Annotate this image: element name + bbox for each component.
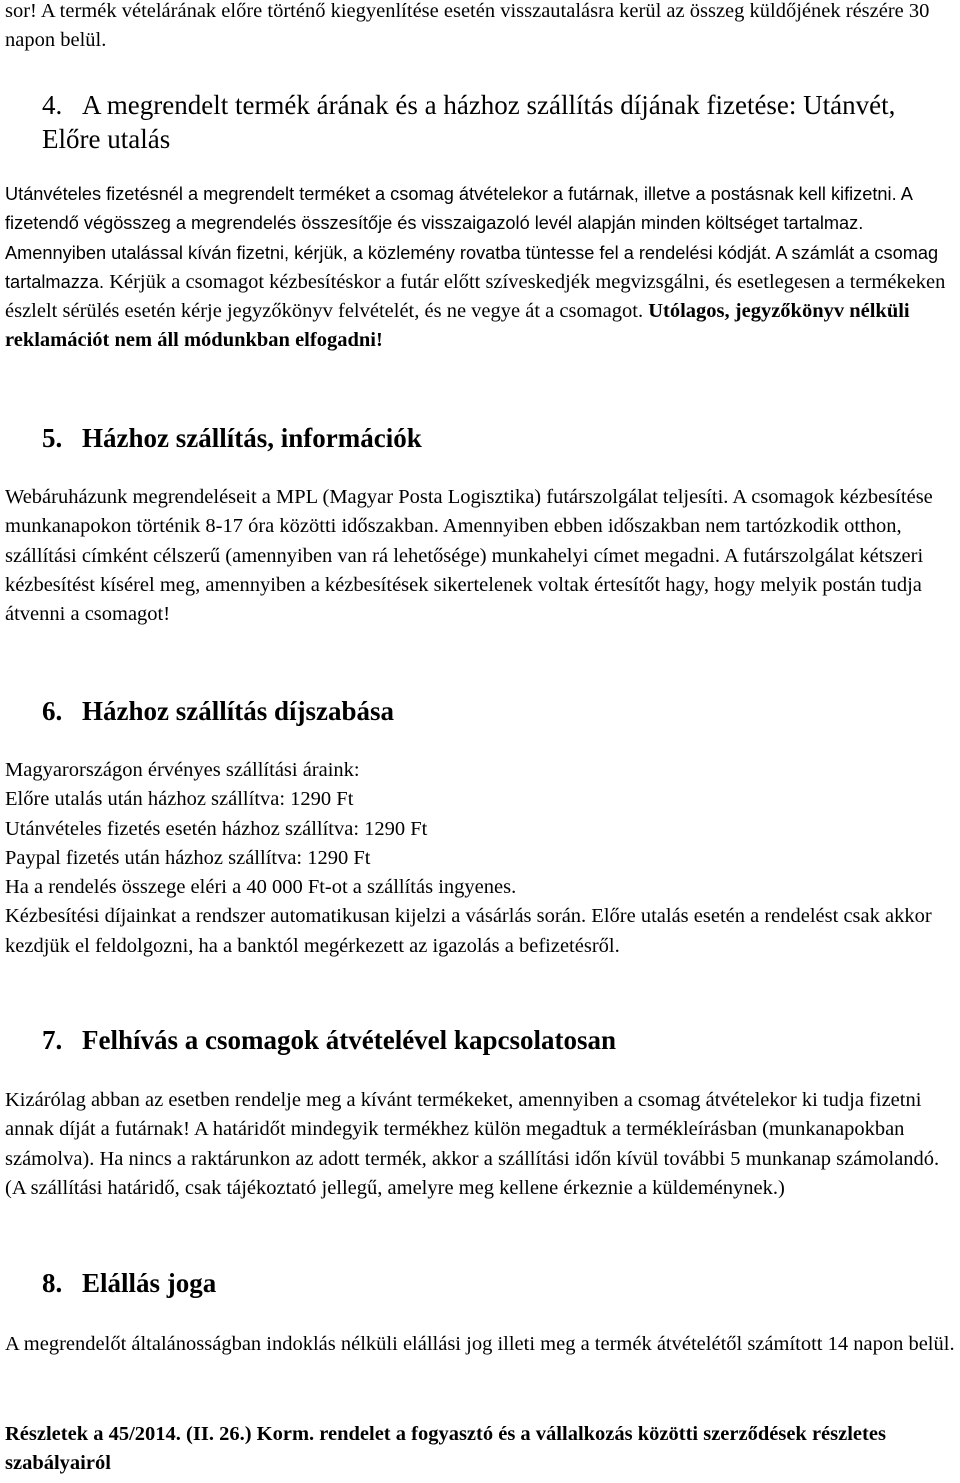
price-line: Ha a rendelés összege eléri a 40 000 Ft-ot a szállítás ingyenes. bbox=[5, 876, 517, 899]
section-4-title: A megrendelt termék árának és a házhoz szállítás díjának fizetése: Utánvét, Előre utalás bbox=[42, 90, 896, 154]
section-6-heading bbox=[42, 694, 952, 728]
section-4-body-part2: Kérjük a csomagot kézbesítéskor a futár előtt szíveskedjék megvizsgálni, és esetlegesen a termékeken észlelt sérülés esetén kérje jegyzőkönyv felvételét, és ne vegye át a csomagot. bbox=[5, 270, 946, 323]
intro-paragraph: sor! A termék vételárának előre történő kiegyenlítése esetén visszautalásra kerül az összeg küldőjének részére 30 napon belül. bbox=[5, 0, 930, 52]
footer-heading: Részletek a 45/2014. (II. 26.) Korm. rendelet a fogyasztó és a vállalkozás közötti szerződések részletes szabályairól bbox=[5, 1423, 886, 1475]
section-4-warning: Utólagos, jegyzőkönyv nélküli reklamációt nem áll módunkban elfogadni! bbox=[5, 300, 910, 352]
price-line: Paypal fizetés után házhoz szállítva: 1290 Ft bbox=[5, 846, 371, 869]
price-line: Utánvételes fizetés esetén házhoz szállítva: 1290 Ft bbox=[5, 817, 428, 840]
section-8-heading bbox=[42, 1266, 952, 1300]
section-5-number: 5. bbox=[42, 423, 63, 453]
section-4-heading bbox=[42, 88, 952, 156]
section-4-number: 4. bbox=[42, 90, 63, 120]
price-line: Előre utalás után házhoz szállítva: 1290 Ft bbox=[5, 788, 354, 811]
section-7-title: Felhívás a csomagok átvételével kapcsolatosan bbox=[82, 1025, 616, 1055]
section-7-number: 7. bbox=[42, 1025, 63, 1055]
section-7-paragraph: Kizárólag abban az esetben rendelje meg a kívánt termékeket, amennyiben a csomag átvételekor ki tudja fizetni annak díját a futárnak! A határidőt mindegyik termékhez külön megadtuk a termékleírásban (munkanapokban számolva). Ha nincs a raktárunkon az adott termék, akkor a szállítási időn kívül további 5 munkanap számolandó. (A szállítási határidő, csak tájékoztató jellegű, amelyre meg kellene érkeznie a küldeménynek.) bbox=[5, 1089, 940, 1199]
section-5-paragraph: Webáruházunk megrendeléseit a MPL (Magyar Posta Logisztika) futárszolgálat teljesíti. A csomagok kézbesítése munkanapokon történik 8-17 óra közötti időszakban. Amennyiben ebben időszakban nem tartózkodik otthon, szállítási címként célszerű (amennyiben van rá lehetősége) munkahelyi címet megadni. A futárszolgálat kétszeri kézbesítést kísérel meg, amennyiben a kézbesítések sikertelenek voltak értesítőt hagy, hogy melyik postán tudja átvenni a csomagot! bbox=[5, 486, 933, 626]
section-6-title: Házhoz szállítás díjszabása bbox=[82, 696, 395, 726]
section-5-title: Házhoz szállítás, információk bbox=[82, 423, 422, 453]
section-8-paragraph: A megrendelőt általánosságban indoklás nélküli elállási jog illeti meg a termék átvételétől számított 14 napon belül. bbox=[5, 1333, 955, 1355]
section-4-paragraph bbox=[5, 180, 955, 356]
section-8-number: 8. bbox=[42, 1268, 63, 1298]
section-7-heading bbox=[42, 1023, 952, 1057]
section-8-title: Elállás joga bbox=[82, 1268, 217, 1298]
section-4-body-part1: Utánvételes fizetésnél a megrendelt terméket a csomag átvételekor a futárnak, illetve a postásnak kell kifizetni. A fizetendő végösszeg a megrendelés összesítője és visszaigazoló levél alapján minden költséget tartalmaz. Amennyiben utalással kíván fizetni, kérjük, a közlemény rovatba tüntesse fel a rendelési kódját. A számlát a csomag tartalmazza. bbox=[5, 184, 939, 292]
price-line: Magyarországon érvényes szállítási áraink: bbox=[5, 759, 360, 781]
section-5-heading bbox=[42, 421, 952, 455]
section-6-price-list bbox=[5, 756, 955, 961]
section-6-number: 6. bbox=[42, 696, 63, 726]
section-6-paragraph: Kézbesítési díjainkat a rendszer automatikusan kijelzi a vásárlás során. Előre utalás esetén a rendelést csak akkor kezdjük el feldolgozni, ha a banktól megérkezett az igazolás a befizetésről. bbox=[5, 905, 932, 957]
